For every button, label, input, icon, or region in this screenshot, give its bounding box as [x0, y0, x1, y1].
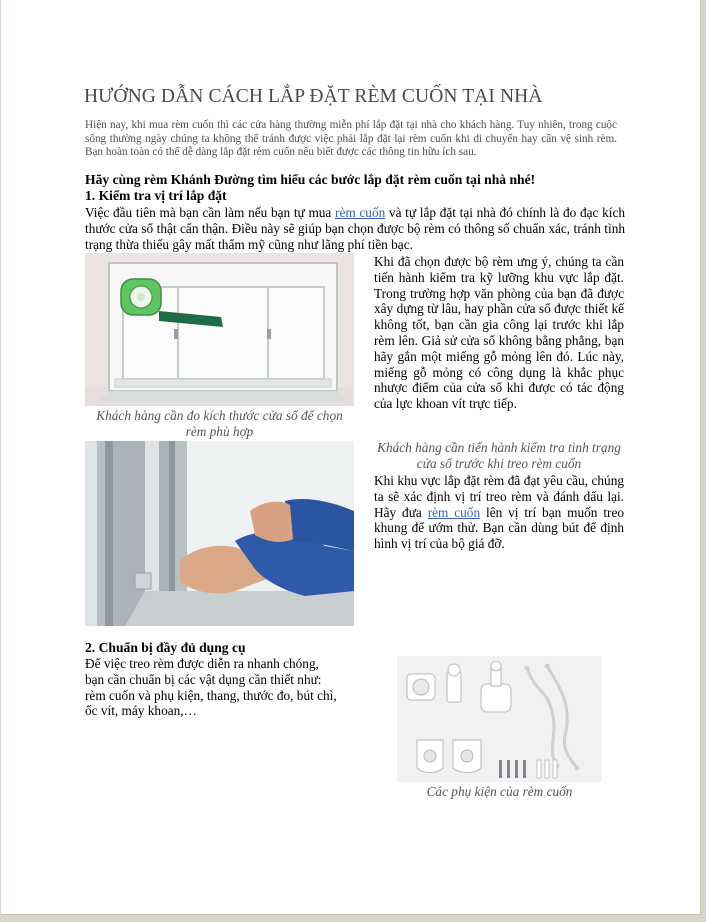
section1-paragraph3 — [374, 473, 624, 552]
document-page — [1, 0, 701, 915]
section1-paragraph2: Khi đã chọn được bộ rèm ưng ý, chúng ta cần tiến hành kiểm tra kỹ lưỡng khu vực lắp đặt. Trong trường hợp văn phòng của bạn đã được xây dựng từ lâu, hay phần cửa sổ được thiết kế không tốt, bạn cần gia công lại trước khi lắp rèm lên. Giả sử cửa sổ không bằng phẳng, bạn hãy gắn một miếng gỗ mỏng lên đó. Lúc này, miếng gỗ mỏng có công dụng là khắc phục nhược điểm của cửa sổ khi được có tác động của lực khoan vít trực tiếp. — [374, 254, 624, 412]
image-caption: Khách hàng cần tiến hành kiểm tra tình trạng cửa sổ trước khi treo rèm cuốn — [377, 440, 621, 471]
rem-cuon-link[interactable]: rèm cuốn — [335, 205, 386, 220]
page-title: HƯỚNG DẪN CÁCH LẮP ĐẶT RÈM CUỐN TẠI NHÀ — [84, 86, 543, 107]
paragraph-text: Khi khu vực lắp đặt rèm đã đạt yêu cầu, chúng ta sẽ xác định vị trí treo rèm và đánh dấu lại. Hãy đưa — [374, 473, 624, 520]
section1-heading: 1. Kiểm tra vị trí lắp đặt — [85, 188, 227, 203]
accessories-image — [397, 656, 602, 782]
window-measuring-image — [85, 253, 354, 406]
paragraph-text: Việc đầu tiên mà bạn cần làm nếu bạn tự mua — [85, 205, 336, 220]
rem-cuon-link[interactable]: rèm cuốn — [427, 504, 481, 520]
window-inspection-image — [85, 441, 354, 626]
image-caption: Khách hàng cần đo kích thước cửa sổ để chọn rèm phù hợp — [96, 408, 343, 439]
lead-sentence: Hãy cùng rèm Khánh Đường tìm hiểu các bước lắp đặt rèm cuốn tại nhà nhé! — [85, 172, 536, 187]
image-caption: Các phụ kiện của rèm cuốn — [426, 784, 573, 799]
paragraph-text: lên vị trí bạn muốn treo khung để ướm thử. Bạn cần dùng bút để định hình vị trí của bộ giá đỡ. — [374, 504, 624, 552]
paragraph-text: và tự lắp đặt tại nhà đó chính là đo đạc kích thước cửa sổ thật cẩn thận. Điều này sẽ giúp bạn chọn được bộ rèm có thông số chuẩn xác, tránh tình trạng thừa thiếu gây mất thẩm mỹ cũng như lãng phí tiền bạc. — [85, 205, 625, 252]
section1-paragraph1 — [85, 205, 625, 252]
intro-paragraph: Hiện nay, khi mua rèm cuốn thì các cửa hàng thường miễn phí lắp đặt tại nhà cho khách hàng. Tuy nhiên, trong cuộc sống thường ngày chúng ta không thể tránh được việc phải lắp đặt lại rèm cuốn khi di chuyển hay cần vệ sinh rèm. Bạn hoàn toàn có thể dễ dàng lắp đặt rèm cuốn nếu biết được các thông tin hữu ích sau. — [85, 119, 617, 159]
section2-paragraph: Để việc treo rèm được diễn ra nhanh chóng, bạn cần chuẩn bị các vật dụng cần thiết như: rèm cuốn và phụ kiện, thang, thước đo, bút chì, ốc vít, máy khoan,… — [85, 656, 337, 719]
section2-heading: 2. Chuẩn bị đầy đủ dụng cụ — [85, 640, 246, 655]
